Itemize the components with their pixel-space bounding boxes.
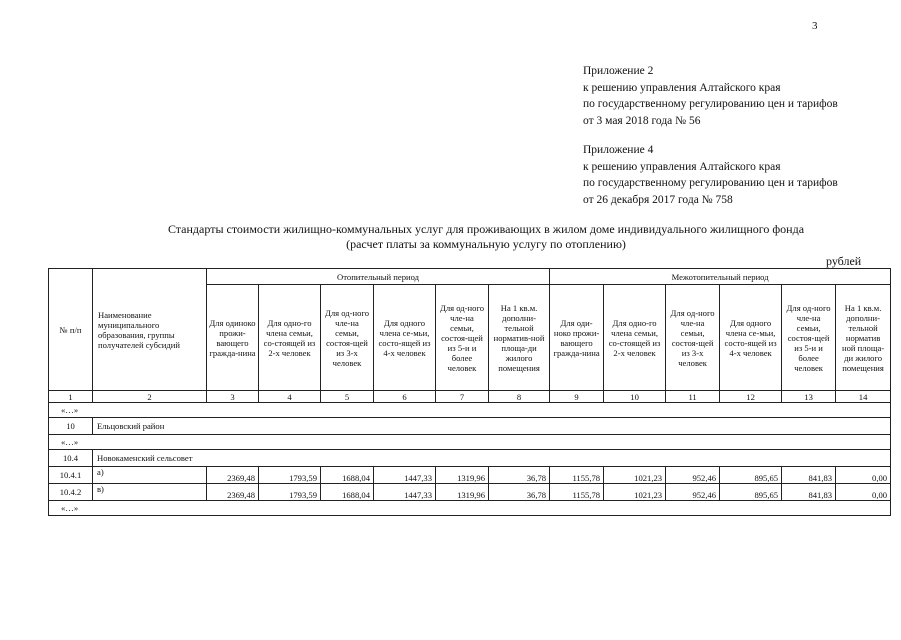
header-sub-non-heating: Для од-ного чле-на семьи, состоя-щей из 3-х человек: [666, 285, 720, 391]
appendix-line: Приложение 2: [583, 65, 654, 77]
row-code: 10.4.1: [49, 467, 93, 484]
header-sub-non-heating: Для одного члена се-мьи, состо-ящей из 4-х человек: [720, 285, 782, 391]
header-heating-period: Отопительный период: [207, 269, 550, 285]
value-cell: 952,46: [666, 484, 720, 501]
ellipsis-row: [49, 435, 891, 450]
appendix-line: к решению управления Алтайского края: [583, 160, 781, 173]
column-number: 2: [93, 391, 207, 403]
header-num: № п/п: [49, 269, 93, 391]
value-cell: 1021,23: [604, 467, 666, 484]
district-row: [49, 418, 891, 435]
header-sub-non-heating: Для оди-ноко прожи-вающего гражда-нина: [550, 285, 604, 391]
column-number: 4: [259, 391, 321, 403]
appendix-2-block: [583, 63, 838, 129]
header-sub-non-heating: На 1 кв.м. дополни-тельной норматив ной площа-ди жилого помещения: [836, 285, 891, 391]
value-cell: 1021,23: [604, 484, 666, 501]
value-cell: 0,00: [836, 467, 891, 484]
appendix-line: по государственному регулированию цен и тарифов: [583, 98, 838, 110]
appendix-line: Приложение 4: [583, 144, 654, 156]
table-row: [49, 484, 891, 501]
table-row: [49, 467, 891, 484]
settlement-row: [49, 450, 891, 467]
value-cell: 1793,59: [259, 484, 321, 501]
column-number: 1: [49, 391, 93, 403]
ellipsis: «…»: [49, 435, 891, 450]
header-sub-non-heating: Для одно-го члена семьи, со-стоящей из 2-х человек: [604, 285, 666, 391]
value-cell: 952,46: [666, 467, 720, 484]
column-number: 11: [666, 391, 720, 403]
column-number: 5: [321, 391, 374, 403]
column-number: 9: [550, 391, 604, 403]
header-sub-heating: Для одно-го члена семьи, со-стоящей из 2-х человек: [259, 285, 321, 391]
recipient-group: а): [93, 467, 207, 484]
document-title: [80, 222, 892, 252]
title-line: Стандарты стоимости жилищно-коммунальных услуг для проживающих в жилом доме индивидуального жилищного фонда: [167, 222, 805, 236]
value-cell: 841,83: [782, 467, 836, 484]
ellipsis: «…»: [49, 501, 891, 516]
recipient-group: в): [93, 484, 207, 501]
header-row-1: [49, 269, 891, 285]
ellipsis-row: [49, 501, 891, 516]
value-cell: 0,00: [836, 484, 891, 501]
appendix-line: по государственному регулированию цен и тарифов: [583, 177, 838, 189]
title-subline: (расчет платы за коммунальную услугу по отоплению): [346, 237, 626, 251]
header-non-heating-period: Межотопительный период: [550, 269, 891, 285]
page-number: 3: [812, 20, 818, 32]
header-sub-heating: Для од-ного чле-на семьи, состоя-щей из 5-и и более человек: [436, 285, 489, 391]
header-sub-non-heating: Для од-ного чле-на семьи, состоя-щей из 5-и и более человек: [782, 285, 836, 391]
value-cell: 1319,96: [436, 467, 489, 484]
value-cell: 2369,48: [207, 467, 259, 484]
column-number: 8: [489, 391, 550, 403]
value-cell: 1319,96: [436, 484, 489, 501]
appendix-line: к решению управления Алтайского края: [583, 81, 781, 94]
header-sub-heating: Для од-ного чле-на семьи, состоя-щей из 3-х человек: [321, 285, 374, 391]
row-code: 10.4.2: [49, 484, 93, 501]
district-name: Ельцовский район: [93, 418, 891, 435]
value-cell: 36,78: [489, 467, 550, 484]
value-cell: 1688,04: [321, 484, 374, 501]
value-cell: 1793,59: [259, 467, 321, 484]
header-sub-heating: Для одиноко прожи-вающего гражда-нина: [207, 285, 259, 391]
value-cell: 895,65: [720, 484, 782, 501]
value-cell: 1155,78: [550, 484, 604, 501]
value-cell: 1155,78: [550, 467, 604, 484]
value-cell: 895,65: [720, 467, 782, 484]
row-code: 10.4: [49, 450, 93, 467]
value-cell: 841,83: [782, 484, 836, 501]
column-number: 10: [604, 391, 666, 403]
value-cell: 1688,04: [321, 467, 374, 484]
column-number: 7: [436, 391, 489, 403]
header-sub-heating: Для одного члена се-мьи, состо-ящей из 4-х человек: [374, 285, 436, 391]
value-cell: 2369,48: [207, 484, 259, 501]
units-label: рублей: [826, 254, 862, 268]
column-number: 6: [374, 391, 436, 403]
value-cell: 36,78: [489, 484, 550, 501]
ellipsis: «…»: [49, 403, 891, 418]
column-number: 14: [836, 391, 891, 403]
row-code: 10: [49, 418, 93, 435]
value-cell: 1447,33: [374, 484, 436, 501]
column-number-row: [49, 391, 891, 403]
standards-table: [48, 268, 891, 516]
column-number: 3: [207, 391, 259, 403]
column-number: 13: [782, 391, 836, 403]
settlement-name: Новокаменский сельсовет: [93, 450, 891, 467]
header-name: Наименование муниципального образования, группы получателей субсидий: [93, 269, 207, 391]
header-sub-heating: На 1 кв.м. дополни-тельной норматив-ной площа-ди жилого помещения: [489, 285, 550, 391]
appendix-line: от 26 декабря 2017 года № 758: [583, 193, 733, 206]
appendix-4-block: [583, 142, 838, 208]
appendix-line: от 3 мая 2018 года № 56: [583, 114, 701, 127]
ellipsis-row: [49, 403, 891, 418]
column-number: 12: [720, 391, 782, 403]
value-cell: 1447,33: [374, 467, 436, 484]
